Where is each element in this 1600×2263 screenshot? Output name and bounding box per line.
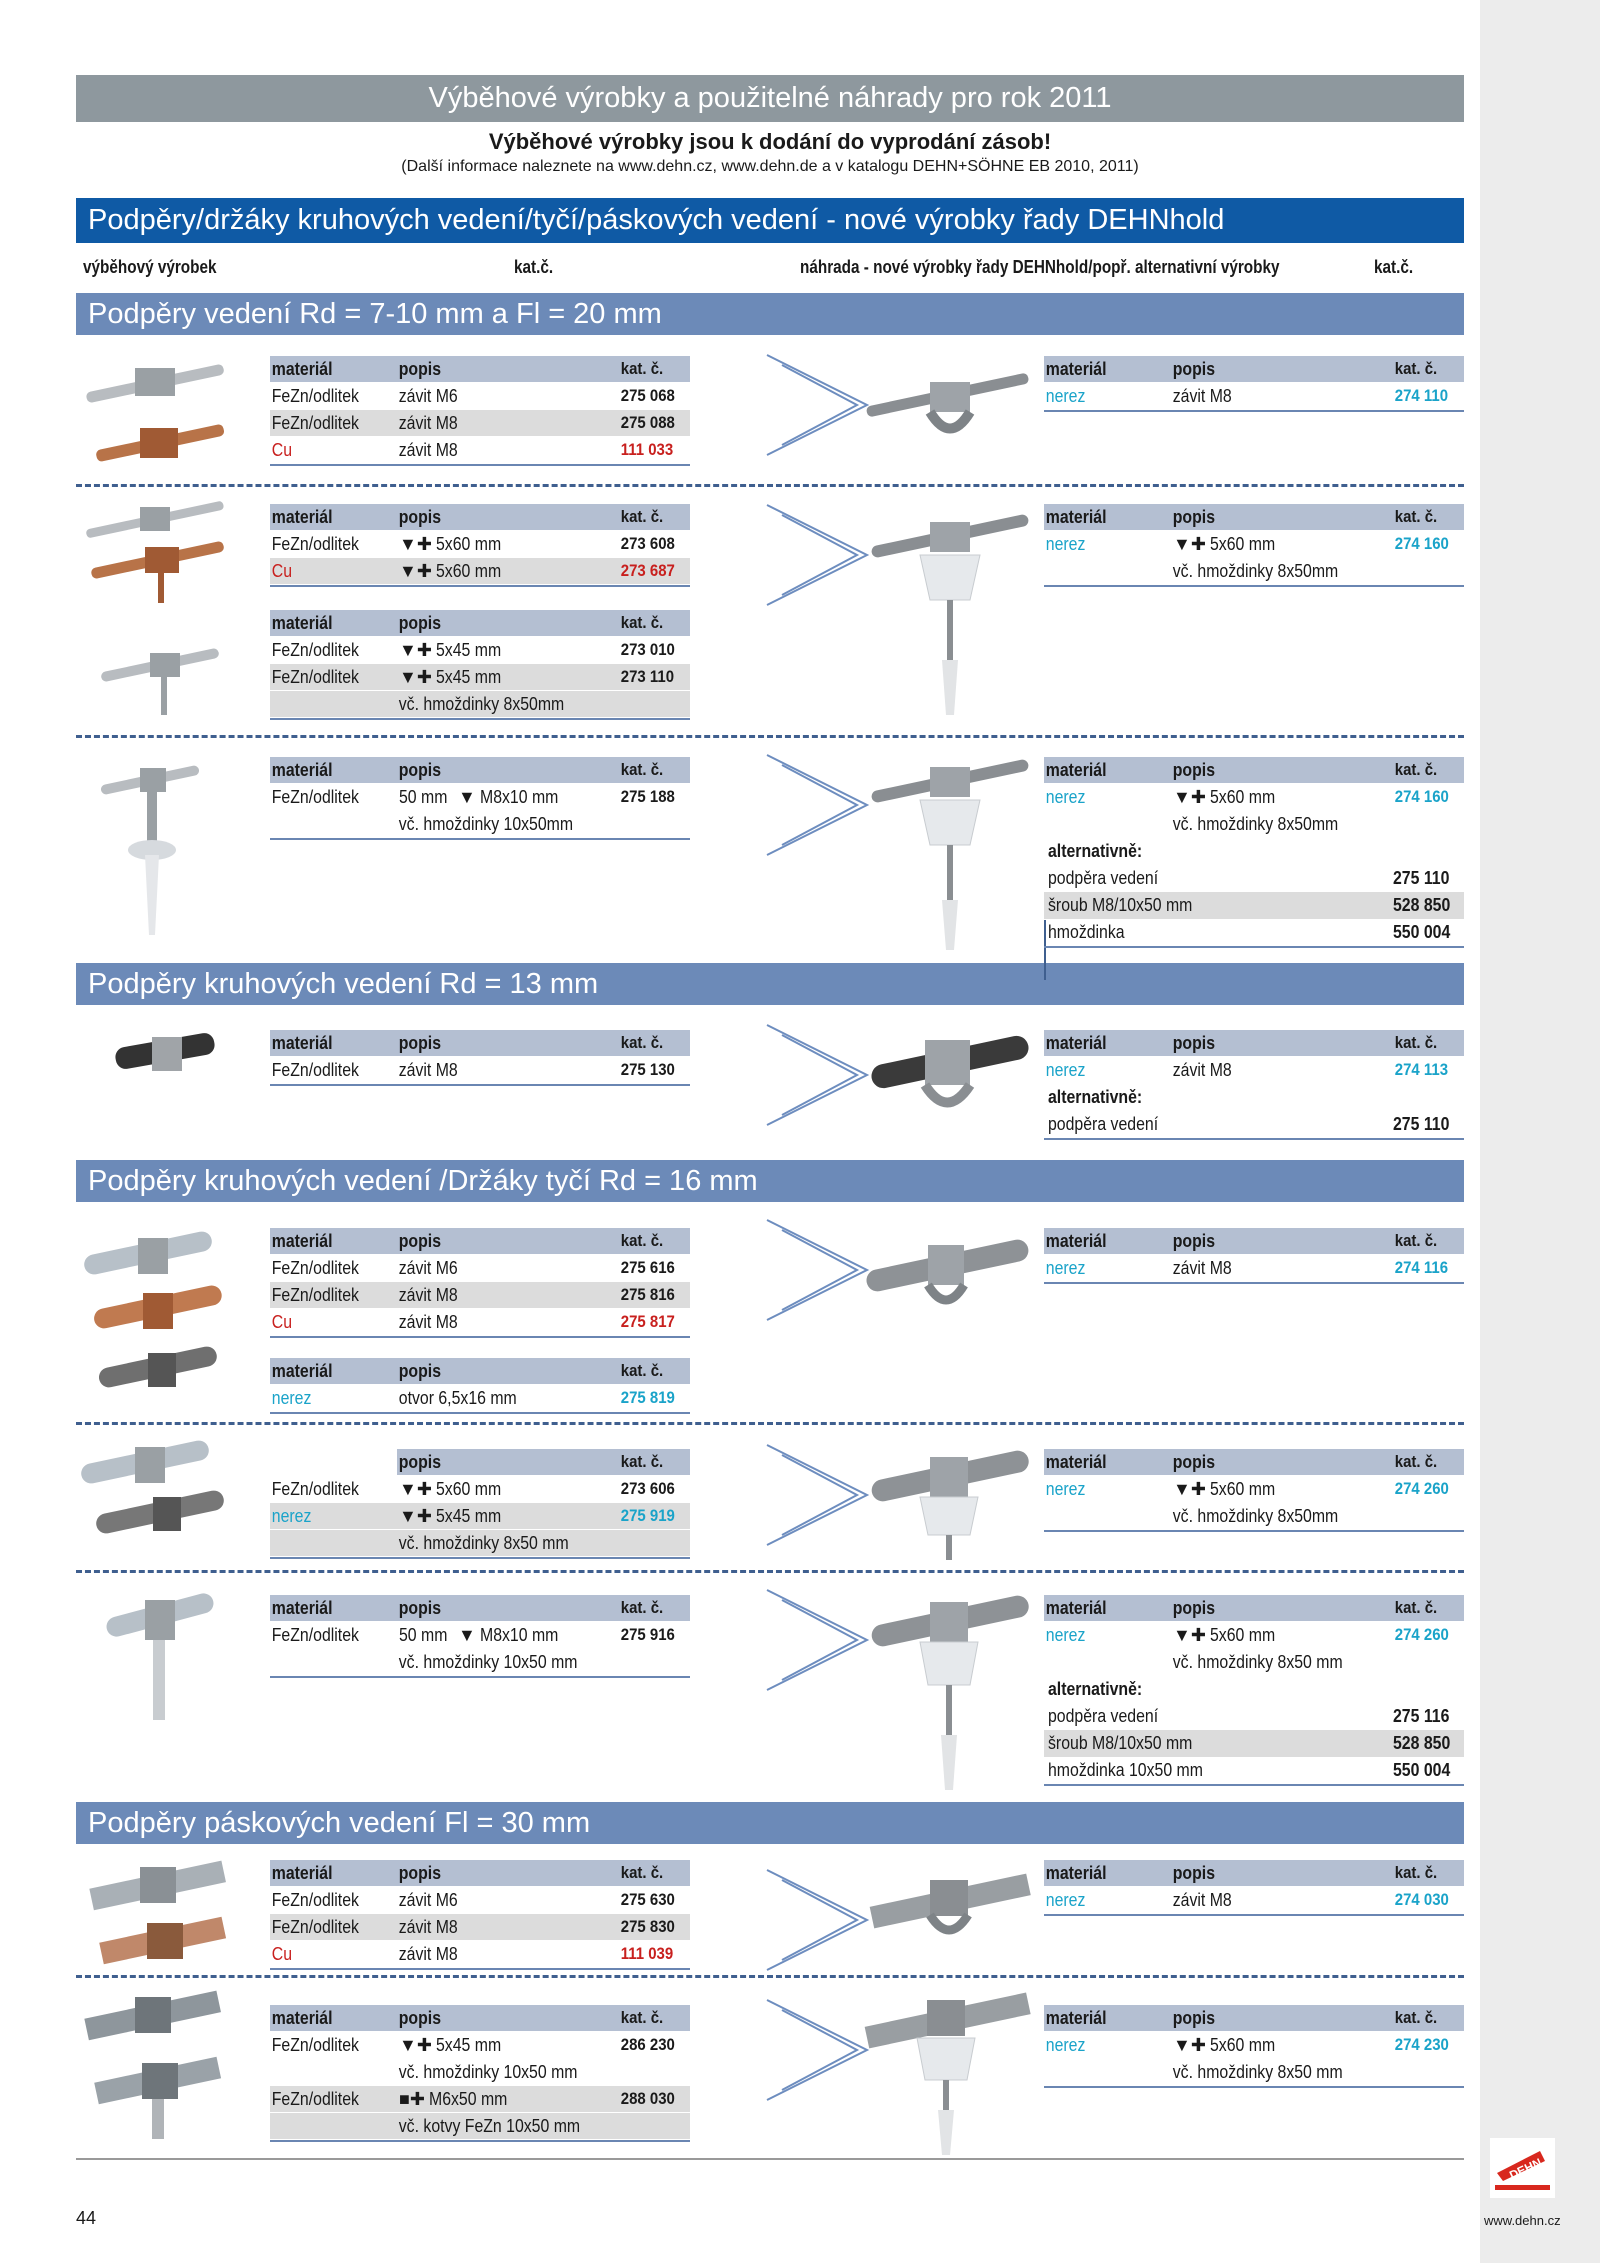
section-title-2: Podpěry kruhových vedení Rd = 13 mm	[76, 963, 1464, 1005]
table-row: FeZn/odlitek závit M6 275 616	[270, 1255, 690, 1282]
section-title-1: Podpěry vedení Rd = 7-10 mm a Fl = 20 mm	[76, 293, 1464, 335]
product-image	[860, 1230, 1035, 1340]
table-row: vč. hmoždinky 10x50mm	[270, 811, 690, 838]
table-row: FeZn/odlitek závit M6 275 068	[270, 383, 690, 410]
table-row: vč. hmoždinky 10x50 mm	[270, 2059, 690, 2086]
table-row: FeZn/odlitek ■✚ M6x50 mm 288 030	[270, 2086, 690, 2113]
right-margin-strip	[1480, 0, 1600, 2263]
col-replacement: náhrada - nové výrobky řady DEHNhold/popř. alternativní výrobky	[800, 257, 1280, 277]
arrow-right-icon	[757, 495, 877, 615]
table-row: Cu závit M8 111 039	[270, 1941, 690, 1968]
main-section-title: Podpěry/držáky kruhových vedení/tyčí/páskových vedení - nové výrobky řady DEHNhold	[76, 198, 1464, 243]
table-row: vč. hmoždinky 8x50mm	[1044, 558, 1464, 585]
table-row: vč. hmoždinky 8x50 mm	[270, 1530, 690, 1557]
screw-icon: ▼✚	[399, 639, 432, 660]
product-image	[110, 1025, 220, 1085]
product-image	[865, 1435, 1035, 1565]
product-image	[80, 1985, 230, 2145]
table-row: nerez závit M8 274 030	[1044, 1887, 1464, 1914]
divider	[76, 484, 1464, 487]
list-item: podpěra vedení 275 110	[1048, 868, 1450, 888]
product-image	[85, 1855, 230, 1975]
table-row: FeZn/odlitek závit M8 275 088	[270, 410, 690, 437]
product-table: materiál popis kat. č. FeZn/odlitek závit M6 275 616 FeZn/odlitek závit M8 275 816 Cu závit M8 275 817	[270, 1228, 690, 1338]
product-image	[100, 1585, 220, 1725]
table-row: nerez ▼✚ 5x60 mm 274 160	[1044, 784, 1464, 811]
page-number: 44	[76, 2208, 97, 2228]
screw-icon: ▼✚	[399, 1478, 432, 1499]
product-image	[78, 1218, 228, 1418]
divider	[76, 1570, 1464, 1573]
product-table: materiál popis kat. č. nerez otvor 6,5x16 mm 275 819	[270, 1358, 690, 1414]
table-row: nerez ▼✚ 5x60 mm 274 260	[1044, 1476, 1464, 1503]
replacement-table: materiál popis kat. č. nerez závit M8 274 030	[1044, 1860, 1464, 1916]
table-row: FeZn/odlitek ▼✚ 5x60 mm 273 608	[270, 531, 690, 558]
table-row: FeZn/odlitek ▼✚ 5x45 mm 273 110	[270, 664, 690, 691]
screw-icon: ▼✚	[1173, 1624, 1206, 1645]
product-image	[75, 1432, 230, 1562]
list-item: hmoždinka 10x50 mm 550 004	[1048, 1760, 1451, 1780]
table-row: FeZn/odlitek závit M8 275 830	[270, 1914, 690, 1941]
screw-icon: ▼✚	[399, 533, 432, 554]
table-row: nerez ▼✚ 5x45 mm 275 919	[270, 1503, 690, 1530]
page-title: Výběhové výrobky a použitelné náhrady pro rok 2011	[76, 75, 1464, 122]
arrow-right-icon	[757, 1580, 877, 1700]
table-row: Cu závit M8 275 817	[270, 1309, 690, 1336]
product-table: popis kat. č. FeZn/odlitek ▼✚ 5x60 mm 273 606 nerez ▼✚ 5x45 mm 275 919 vč. hmoždinky 8x50 mm	[270, 1449, 690, 1559]
table-row: FeZn/odlitek 50 mm ▼ M8x10 mm 275 916	[270, 1622, 690, 1649]
product-table: materiál popis kat. č. FeZn/odlitek ▼✚ 5x60 mm 273 608 Cu ▼✚ 5x60 mm 273 687	[270, 504, 690, 587]
product-image	[80, 495, 230, 605]
screw-icon: ▼✚	[1173, 1478, 1206, 1499]
product-image	[865, 745, 1035, 955]
table-row: vč. hmoždinky 8x50 mm	[1044, 1649, 1464, 1676]
screw-icon: ▼✚	[399, 666, 432, 687]
arrow-right-icon	[757, 1435, 877, 1555]
table-row: Cu závit M8 111 033	[270, 437, 690, 464]
col-old-cat: kat.č.	[514, 257, 554, 277]
table-row: FeZn/odlitek ▼✚ 5x45 mm 286 230	[270, 2032, 690, 2059]
table-row: vč. hmoždinky 8x50mm	[1044, 811, 1464, 838]
screw-icon: ▼✚	[1173, 2034, 1206, 2055]
product-image	[865, 500, 1035, 720]
product-image	[860, 1980, 1035, 2160]
table-row: FeZn/odlitek závit M8 275 130	[270, 1057, 690, 1084]
replacement-table: materiál popis kat. č. nerez závit M8 274 110	[1044, 356, 1464, 412]
table-row: vč. hmoždinky 8x50mm	[270, 691, 690, 718]
product-table: materiál popis kat. č. FeZn/odlitek 50 mm ▼ M8x10 mm 275 188 vč. hmoždinky 10x50mm	[270, 757, 690, 840]
table-row: FeZn/odlitek 50 mm ▼ M8x10 mm 275 188	[270, 784, 690, 811]
table-row: nerez ▼✚ 5x60 mm 274 260	[1044, 1622, 1464, 1649]
product-table: materiál popis kat. č. FeZn/odlitek ▼✚ 5x45 mm 286 230 vč. hmoždinky 10x50 mm FeZn/odlitek ■✚ M6x50 mm 288 030 vč. kotvy FeZn 10x50 mm	[270, 2005, 690, 2142]
alternatives-list: alternativně: podpěra vedení 275 116 šroub M8/10x50 mm 528 850 hmoždinka 10x50 mm 550 004	[1044, 1676, 1464, 1786]
screw-icon: ▼✚	[399, 2034, 432, 2055]
info-note: (Další informace naleznete na www.dehn.cz, www.dehn.de a v katalogu DEHN+SÖHNE EB 2010, 2011)	[401, 158, 1139, 175]
replacement-table: materiál popis kat. č. nerez ▼✚ 5x60 mm 274 260 vč. hmoždinky 8x50mm	[1044, 1449, 1464, 1532]
arrow-right-icon	[757, 1015, 877, 1135]
footer-rule	[76, 2158, 1464, 2160]
product-table: materiál popis kat. č. FeZn/odlitek ▼✚ 5x45 mm 273 010 FeZn/odlitek ▼✚ 5x45 mm 273 110 vč. hmoždinky 8x50mm	[270, 610, 690, 720]
table-row: nerez ▼✚ 5x60 mm 274 230	[1044, 2032, 1464, 2059]
table-row: Cu ▼✚ 5x60 mm 273 687	[270, 558, 690, 585]
product-table: materiál popis kat. č. FeZn/odlitek závit M6 275 068 FeZn/odlitek závit M8 275 088 Cu závit M8 111 033	[270, 356, 690, 466]
list-item: podpěra vedení 275 110	[1048, 1114, 1450, 1134]
product-image	[865, 1025, 1040, 1140]
product-image	[865, 1860, 1035, 1970]
table-row: nerez závit M8 274 116	[1044, 1255, 1464, 1282]
bolt-icon: ■✚	[399, 2088, 425, 2109]
table-row: nerez otvor 6,5x16 mm 275 819	[270, 1385, 690, 1412]
alternatives-list: alternativně: podpěra vedení 275 110	[1044, 1084, 1464, 1140]
product-image	[865, 1580, 1035, 1800]
replacement-table: materiál popis kat. č. nerez závit M8 274 116	[1044, 1228, 1464, 1284]
table-row: vč. hmoždinky 8x50 mm	[1044, 2059, 1464, 2086]
col-new-cat: kat.č.	[1374, 257, 1414, 277]
list-item: šroub M8/10x50 mm 528 850	[1044, 1730, 1464, 1757]
svg-text:DEHN: DEHN	[1507, 2155, 1544, 2183]
list-item: hmoždinka 550 004	[1048, 922, 1451, 942]
divider	[76, 1422, 1464, 1425]
table-row: FeZn/odlitek ▼✚ 5x60 mm 273 606	[270, 1476, 690, 1503]
replacement-table: materiál popis kat. č. nerez ▼✚ 5x60 mm 274 160 vč. hmoždinky 8x50mm	[1044, 757, 1464, 838]
table-row: nerez ▼✚ 5x60 mm 274 160	[1044, 531, 1464, 558]
replacement-table: materiál popis kat. č. nerez ▼✚ 5x60 mm 274 230 vč. hmoždinky 8x50 mm	[1044, 2005, 1464, 2088]
screw-icon: ▼✚	[399, 560, 432, 581]
table-row: vč. hmoždinky 8x50mm	[1044, 1503, 1464, 1530]
table-row: nerez závit M8 274 113	[1044, 1057, 1464, 1084]
section-title-4: Podpěry páskových vedení Fl = 30 mm	[76, 1802, 1464, 1844]
screw-icon: ▼	[458, 1624, 476, 1645]
list-item: šroub M8/10x50 mm 528 850	[1044, 892, 1464, 919]
subtitle: Výběhové výrobky jsou k dodání do vyprodání zásob!	[488, 129, 1052, 154]
product-table: materiál popis kat. č. FeZn/odlitek závit M6 275 630 FeZn/odlitek závit M8 275 830 Cu závit M8 111 039	[270, 1860, 690, 1970]
replacement-table: materiál popis kat. č. nerez ▼✚ 5x60 mm 274 260 vč. hmoždinky 8x50 mm	[1044, 1595, 1464, 1676]
product-image	[95, 625, 225, 725]
screw-icon: ▼	[458, 786, 476, 807]
arrow-right-icon	[757, 1860, 877, 1980]
arrow-right-icon	[757, 745, 877, 865]
screw-icon: ▼✚	[1173, 786, 1206, 807]
product-image	[860, 360, 1035, 470]
replacement-table: materiál popis kat. č. nerez ▼✚ 5x60 mm 274 160 vč. hmoždinky 8x50mm	[1044, 504, 1464, 587]
product-image	[80, 348, 230, 478]
section-title-3: Podpěry kruhových vedení /Držáky tyčí Rd = 16 mm	[76, 1160, 1464, 1202]
table-row: FeZn/odlitek závit M6 275 630	[270, 1887, 690, 1914]
screw-icon: ▼✚	[399, 1505, 432, 1526]
table-row: vč. hmoždinky 10x50 mm	[270, 1649, 690, 1676]
replacement-table: materiál popis kat. č. nerez závit M8 274 113	[1044, 1030, 1464, 1084]
product-table: materiál popis kat. č. FeZn/odlitek 50 mm ▼ M8x10 mm 275 916 vč. hmoždinky 10x50 mm	[270, 1595, 690, 1678]
arrow-right-icon	[757, 345, 877, 465]
list-item: podpěra vedení 275 116	[1048, 1706, 1450, 1726]
table-row: vč. kotvy FeZn 10x50 mm	[270, 2113, 690, 2140]
divider	[76, 735, 1464, 738]
table-row: FeZn/odlitek závit M8 275 816	[270, 1282, 690, 1309]
arrow-right-icon	[757, 1210, 877, 1330]
arrow-right-icon	[757, 1990, 877, 2110]
product-image	[95, 750, 205, 940]
screw-icon: ▼✚	[1173, 533, 1206, 554]
dehn-logo	[1485, 2133, 1560, 2203]
table-row: FeZn/odlitek ▼✚ 5x45 mm 273 010	[270, 637, 690, 664]
footer-url: www.dehn.cz	[1484, 2213, 1561, 2228]
product-table: materiál popis kat. č. FeZn/odlitek závit M8 275 130	[270, 1030, 690, 1086]
alternatives-list: alternativně: podpěra vedení 275 110 šroub M8/10x50 mm 528 850 hmoždinka 550 004	[1044, 838, 1464, 948]
table-row: nerez závit M8 274 110	[1044, 383, 1464, 410]
col-old-product: výběhový výrobek	[83, 257, 217, 277]
